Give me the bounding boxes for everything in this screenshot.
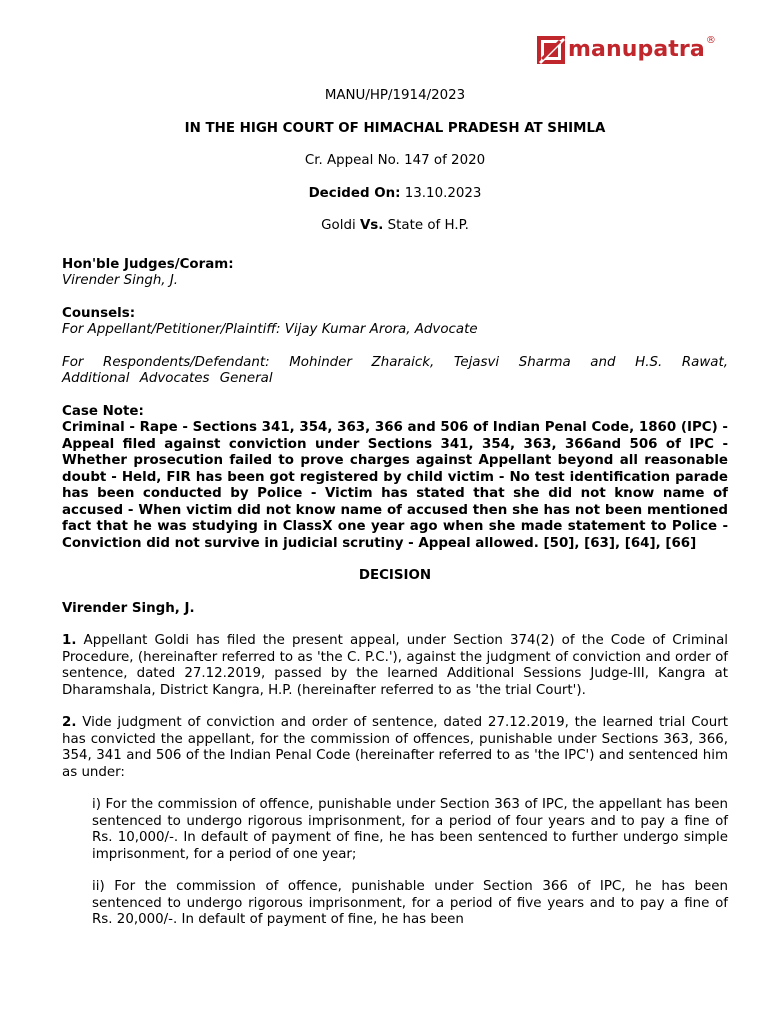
registered-mark: ®: [705, 34, 716, 46]
counsels-heading: Counsels:: [62, 305, 136, 321]
sentence-item: ii) For the commission of offence, punishable under Section 366 of IPC, he has been sentenced to undergo rigorous imprisonment, for a period of five years and to pay a fine of Rs. 20,000/-. In default of payment of fine, he has been: [92, 879, 728, 927]
versus: Vs.: [359, 218, 384, 233]
case-note-heading: Case Note:: [62, 403, 144, 419]
author-judge: Virender Singh, J.: [62, 600, 195, 616]
judges-section: [62, 257, 728, 290]
paragraph-text: Appellant Goldi has filed the present appeal, under Section 374(2) of the Code of Criminal Procedure, (hereinafter referred to as 'the C. P.C.'), against the judgment of conviction and order of sentence, dated 27.12.2019, passed by the learned Additional Sessions Judge-III, Kangra at Dharamshala, District Kangra, H.P. (hereinafter referred to as 'the trial Court').: [62, 633, 729, 698]
decided-on-value: 13.10.2023: [404, 185, 482, 201]
respondent-name: State of H.P.: [387, 218, 469, 233]
brand-name: manupatra: [568, 36, 705, 62]
decided-on: [62, 186, 728, 203]
judge-name: Virender Singh, J.: [62, 273, 179, 288]
manupatra-logo-icon: [537, 36, 565, 64]
counsel-respondent: For Respondents/Defendant: Mohinder Zharaick, Tejasvi Sharma and H.S. Rawat, Additional Advocates General: [62, 354, 728, 386]
sentence-item: i) For the commission of offence, punishable under Section 363 of IPC, the appellant has been sentenced to undergo rigorous imprisonment, for a period of four years and to pay a fine of Rs. 10,000/-. In default of payment of fine, he has been sentenced to further undergo simple imprisonment, for a period of one year;: [92, 797, 728, 862]
appellant-name: Goldi: [321, 218, 356, 233]
paragraph-text: Vide judgment of conviction and order of sentence, dated 27.12.2019, the learned trial Court has convicted the appellant, for the commission of offences, punishable under Sections 363, 366, 354, 341 and 506 of the Indian Penal Code (hereinafter referred to as 'the IPC') and sentenced him as under:: [62, 715, 728, 780]
appeal-number: Cr. Appeal No. 147 of 2020: [304, 153, 486, 168]
document-body: [62, 88, 728, 929]
paragraph: [62, 715, 728, 781]
party-names: [62, 218, 728, 235]
citation: MANU/HP/1914/2023: [324, 88, 466, 103]
counsel-appellant: For Appellant/Petitioner/Plaintiff: Vijay Kumar Arora, Advocate: [62, 322, 478, 337]
court-name: IN THE HIGH COURT OF HIMACHAL PRADESH AT SHIMLA: [184, 120, 606, 136]
case-note-section: [62, 404, 728, 553]
decided-on-label: Decided On:: [308, 185, 401, 201]
manupatra-logo: [537, 36, 716, 64]
paragraph-number: 1.: [62, 633, 77, 648]
decision-heading: DECISION: [358, 568, 432, 583]
paragraph-number: 2.: [62, 715, 77, 730]
judges-heading: Hon'ble Judges/Coram:: [62, 256, 234, 272]
case-note-text: Criminal - Rape - Sections 341, 354, 363, 366 and 506 of Indian Penal Code, 1860 (IPC) - Appeal filed against conviction under Sections 341, 354, 363, 366and 506 of IPC - Whether prosecution failed to prove charges against Appellant beyond all reasonable doubt - Held, FIR has been got registered by child victim - No test identification parade has been conducted by Police - Victim has stated that she did not know name of accused - When victim did not know name of accused then she has not been mentioned fact that he was studying in ClassX one year ago when she made statement to Police - Conviction did not survive in judicial scrutiny - Appeal allowed. [50], [63], [64], [66]: [62, 420, 728, 551]
counsels-section: [62, 306, 728, 388]
paragraph: [62, 633, 728, 699]
